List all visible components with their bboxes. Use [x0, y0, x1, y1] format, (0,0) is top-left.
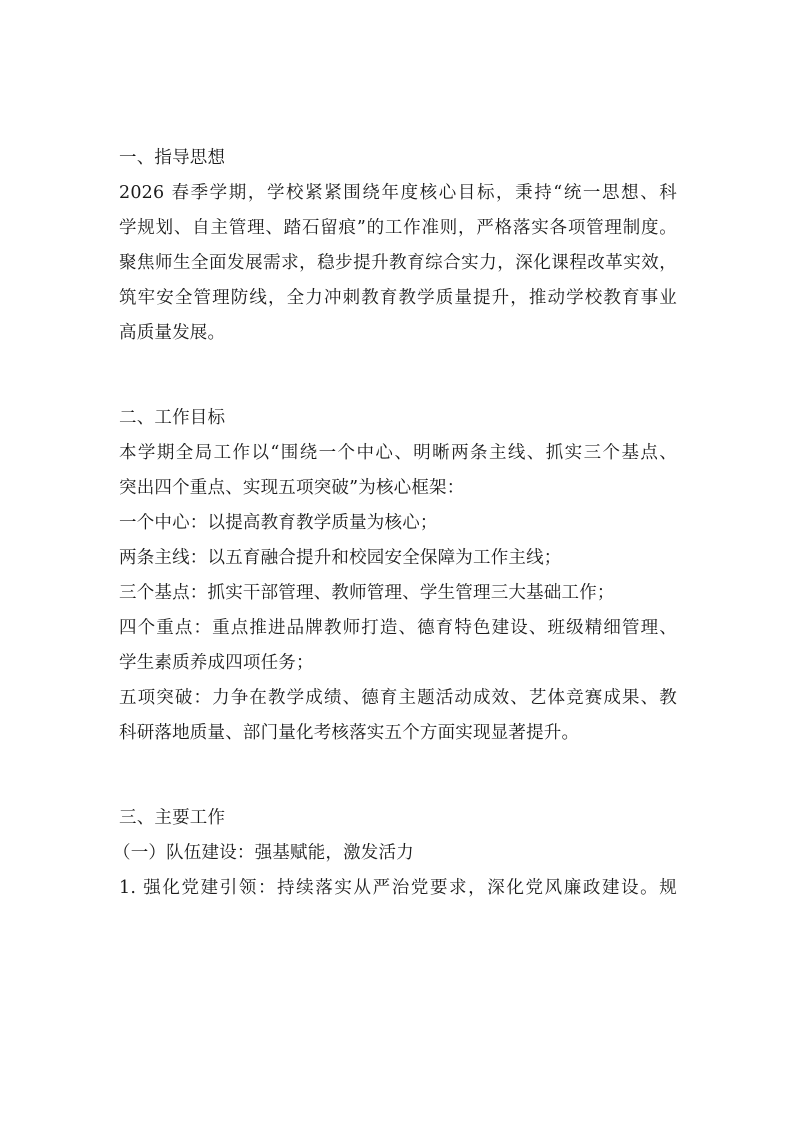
goal-three-bases: 三个基点：抓实干部管理、教师管理、学生管理三大基础工作； [119, 583, 615, 603]
paragraph-line: 突出四个重点、实现五项突破”为核心框架： [119, 478, 465, 498]
paragraph-line: 聚焦师生全面发展需求，稳步提升教育综合实力，深化课程改革实效， [119, 253, 677, 273]
paragraph-line: 高质量发展。 [119, 323, 226, 343]
paragraph-line: 筑牢安全管理防线，全力冲刺教育教学质量提升，推动学校教育事业 [119, 288, 677, 308]
goal-one-center: 一个中心：以提高教育教学质量为核心； [119, 513, 438, 533]
paragraph-line: 本学期全局工作以“围绕一个中心、明晰两条主线、抓实三个基点、 [119, 443, 677, 463]
subsection-heading-team-building: （一）队伍建设：强基赋能，激发活力 [113, 843, 414, 863]
paragraph-line: 2026 春季学期，学校紧紧围绕年度核心目标，秉持“统一思想、科 [119, 183, 677, 203]
goal-two-main-lines: 两条主线：以五育融合提升和校园安全保障为工作主线； [119, 548, 562, 568]
paragraph-line: 学生素质养成四项任务； [119, 653, 314, 673]
goal-four-focuses: 四个重点：重点推进品牌教师打造、德育特色建设、班级精细管理、 [119, 618, 677, 638]
section-heading-work-goals: 二、工作目标 [119, 408, 226, 428]
paragraph-line: 学规划、自主管理、踏石留痕”的工作准则，严格落实各项管理制度。 [119, 218, 677, 238]
paragraph-line: 1. 强化党建引领：持续落实从严治党要求，深化党风廉政建设。规 [119, 878, 677, 898]
paragraph-line: 科研落地质量、部门量化考核落实五个方面实现显著提升。 [119, 723, 580, 743]
goal-five-breakthroughs: 五项突破：力争在教学成绩、德育主题活动成效、艺体竞赛成果、教 [119, 688, 677, 708]
section-heading-main-work: 三、主要工作 [119, 808, 226, 828]
section-heading-guiding-ideology: 一、指导思想 [119, 148, 226, 168]
